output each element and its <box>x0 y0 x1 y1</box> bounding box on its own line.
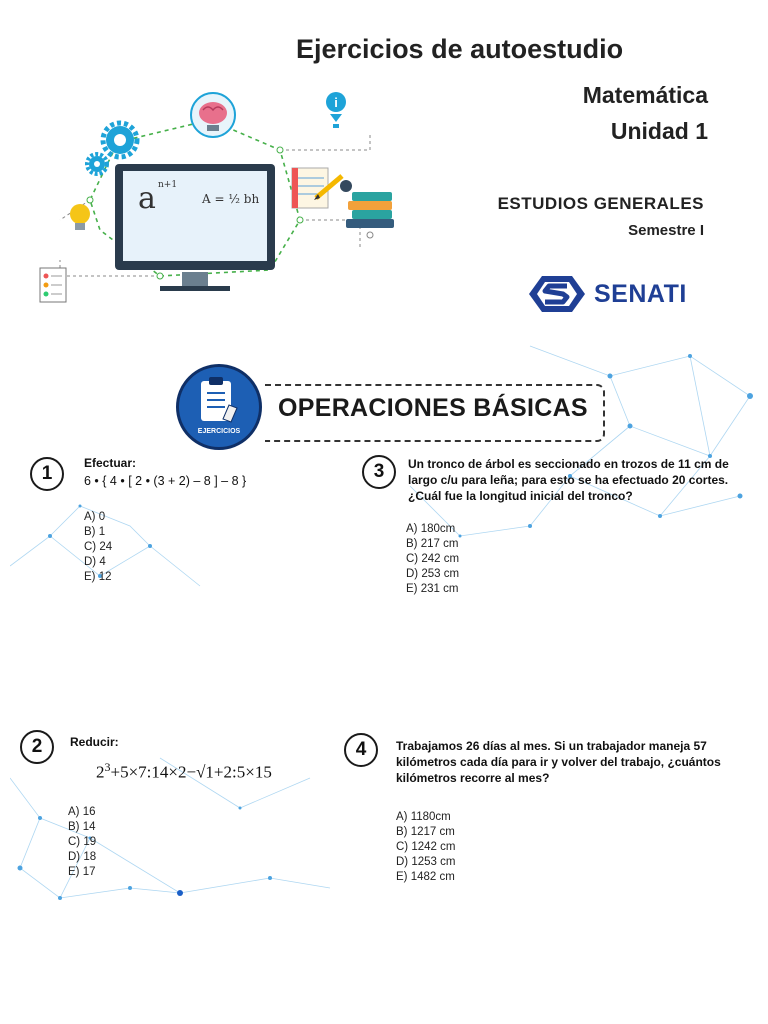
question-number-2: 2 <box>20 730 54 764</box>
option[interactable]: C) 19 <box>68 836 97 848</box>
info-icon <box>326 92 346 128</box>
option[interactable]: D) 253 cm <box>406 568 460 580</box>
option[interactable]: D) 1253 cm <box>396 856 456 868</box>
formula-area: A = ½ bh <box>202 192 260 206</box>
brain-icon <box>191 93 235 137</box>
option[interactable]: B) 14 <box>68 821 96 833</box>
cover-illustration <box>30 80 420 310</box>
subject-title: Matemática <box>582 82 708 108</box>
expr-end: +2:5×15 <box>213 762 272 782</box>
page-title: Ejercicios de autoestudio <box>296 34 624 64</box>
exercise-section-bottom <box>10 718 762 903</box>
exercise-section-top <box>10 336 762 598</box>
formula-exponent: n+1 <box>158 180 178 190</box>
question-1-label: Efectuar: <box>84 456 137 470</box>
option[interactable]: E) 12 <box>84 571 112 583</box>
option[interactable]: C) 242 cm <box>406 553 460 565</box>
option[interactable]: B) 217 cm <box>406 538 459 550</box>
semester-label: Semestre I <box>628 222 704 239</box>
option[interactable]: E) 17 <box>68 866 96 878</box>
monitor-icon <box>115 164 275 291</box>
question-2-options <box>68 805 96 880</box>
question-3-text: Un tronco de árbol es seccionado en trozos de 11 cm de largo c/u para leña; para esto se ha efectuado 20 cortes. ¿Cuál fue la longitud inicial del tronco? <box>408 457 729 503</box>
notepad-icon <box>292 168 342 208</box>
svg-text:i: i <box>334 95 338 110</box>
question-number-1: 1 <box>30 457 64 491</box>
department-label: ESTUDIOS GENERALES <box>497 194 704 213</box>
option[interactable]: E) 1482 cm <box>396 871 455 883</box>
question-4-options <box>396 810 455 885</box>
question-2-label: Reducir: <box>70 735 119 749</box>
option[interactable]: B) 1 <box>84 526 106 538</box>
question-4-text: Trabajamos 26 días al mes. Si un trabajador maneja 57 kilómetros cada día para ir y volver del trabajo, ¿cuántos kilómetros recorre al mes? <box>396 739 721 785</box>
expr-middle: +5×7:14×2− <box>110 762 197 782</box>
exercise-badge <box>176 364 262 450</box>
option[interactable]: A) 0 <box>84 511 106 523</box>
option[interactable]: C) 24 <box>84 541 113 553</box>
question-number-3: 3 <box>362 455 396 489</box>
books-icon <box>340 180 394 228</box>
option[interactable]: D) 18 <box>68 851 97 863</box>
senati-logo-icon <box>527 274 587 314</box>
lightbulb-icon <box>70 204 90 230</box>
option[interactable]: A) 1180cm <box>396 811 451 823</box>
option[interactable]: A) 16 <box>68 806 96 818</box>
option[interactable]: E) 231 cm <box>406 583 459 595</box>
question-1-expression: 6 • { 4 • [ 2 • (3 + 2) – 8 ] – 8 } <box>84 474 247 488</box>
checklist-icon <box>40 268 66 302</box>
option[interactable]: D) 4 <box>84 556 106 568</box>
question-1-options <box>84 510 112 585</box>
unit-title: Unidad 1 <box>610 118 708 144</box>
expr-exponent: 3 <box>104 760 111 774</box>
expr-base: 2 <box>96 762 105 782</box>
senati-logo-text: SENATI <box>594 280 687 308</box>
question-2-expression <box>96 760 272 783</box>
option[interactable]: B) 1217 cm <box>396 826 455 838</box>
badge-label: EJERCICIOS <box>197 428 241 435</box>
option[interactable]: C) 1242 cm <box>396 841 456 853</box>
question-number-4: 4 <box>344 733 378 767</box>
expr-root: √1 <box>196 762 214 782</box>
formula-a: a <box>138 181 156 216</box>
clipboard-icon <box>179 367 259 447</box>
section-title: OPERACIONES BÁSICAS <box>278 394 588 422</box>
question-3-options <box>406 522 459 597</box>
option[interactable]: A) 180cm <box>406 523 456 535</box>
